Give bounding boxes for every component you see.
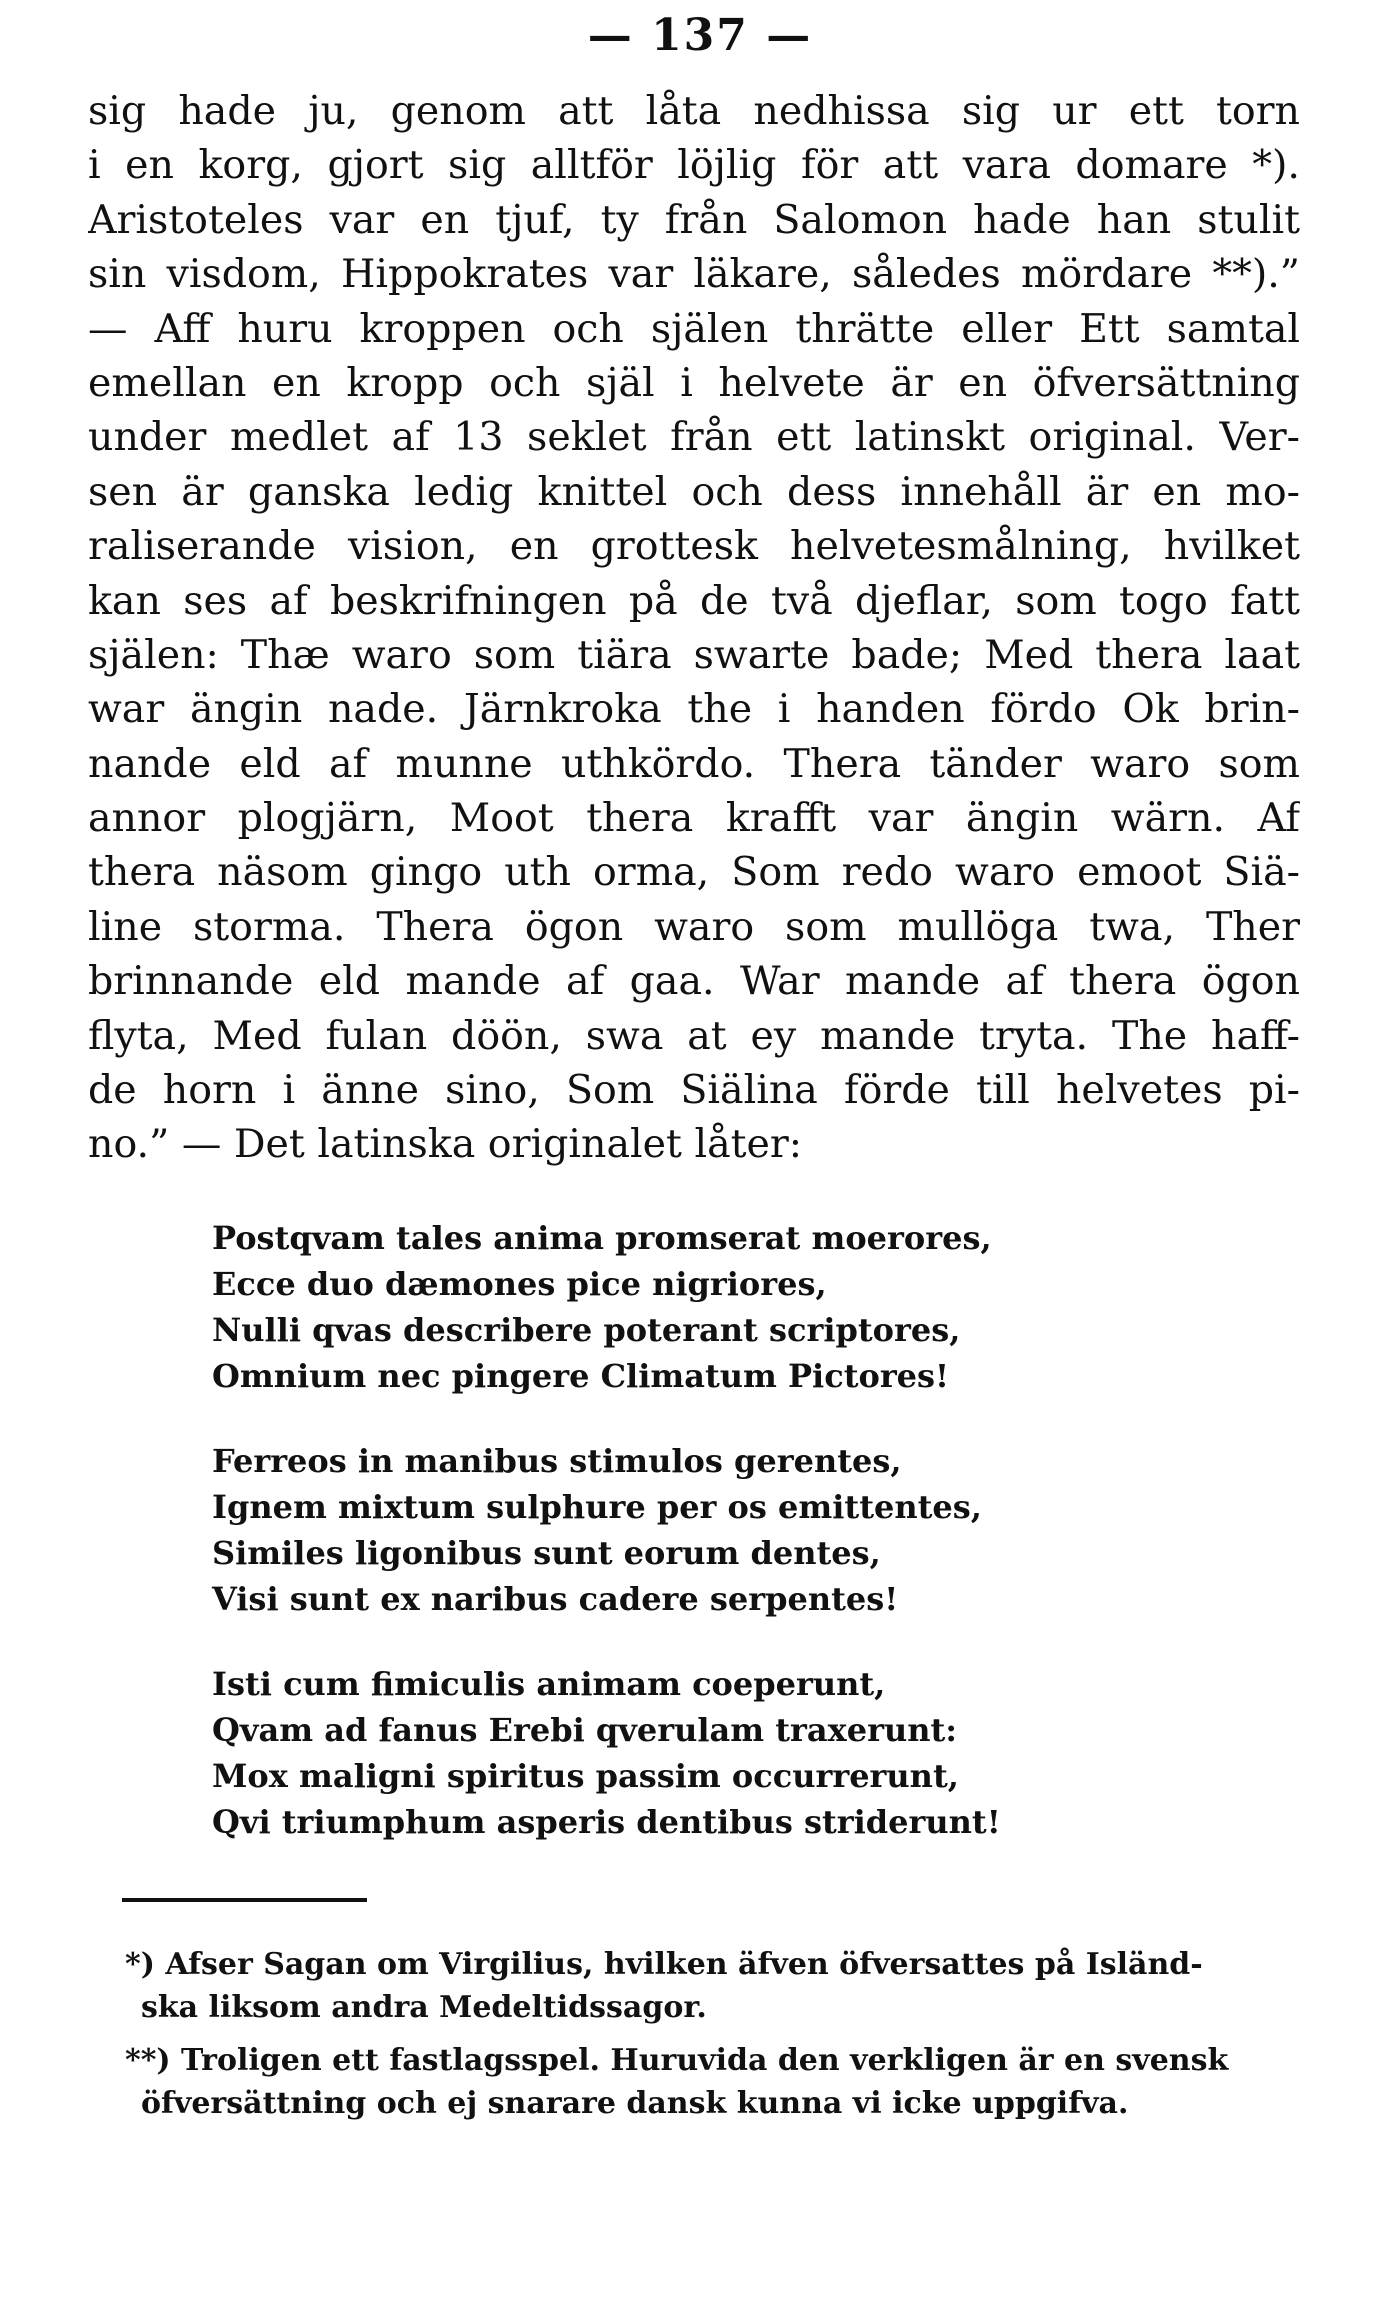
body-line: under medlet af 13 seklet från ett latinskt original. Ver- — [88, 414, 1300, 461]
footnote-1 — [125, 1943, 1265, 2029]
body-line-last: no.” — Det latinska originalet låter: — [88, 1121, 803, 1168]
body-line: raliserande vision, en grottesk helvetesmålning, hvilket — [88, 523, 1300, 570]
body-line: kan ses af beskrifningen på de två djeflar, som togo fatt — [88, 577, 1300, 624]
poem-verse: Nulli qvas describere poterant scriptores, — [212, 1311, 961, 1349]
body-line: annor plogjärn, Moot thera krafft var ängin wärn. Af — [88, 795, 1300, 842]
poem-stanza — [212, 1438, 1212, 1622]
body-text — [88, 84, 1300, 1172]
poem-verse: Ferreos in manibus stimulos gerentes, — [212, 1442, 902, 1480]
body-line: i en korg, gjort sig alltför löjlig för att vara domare *). — [88, 142, 1300, 189]
poem-stanza — [212, 1215, 1212, 1399]
poem-verse: Qvi triumphum asperis dentibus striderunt! — [212, 1803, 1001, 1841]
footnotes — [125, 1943, 1265, 2135]
body-line: sin visdom, Hippokrates var läkare, således mördare **).” — [88, 251, 1300, 298]
footnote-line: ska liksom andra Medeltidssagor. — [141, 1990, 707, 2025]
poem-stanza — [212, 1661, 1212, 1845]
footnote-divider — [122, 1898, 367, 1902]
body-line: Aristoteles var en tjuf, ty från Salomon hade han stulit — [88, 196, 1300, 243]
body-line: brinnande eld mande af gaa. War mande af thera ögon — [88, 958, 1300, 1005]
body-line: thera näsom gingo uth orma, Som redo waro emoot Siä- — [88, 849, 1300, 896]
poem-verse: Mox maligni spiritus passim occurrerunt, — [212, 1757, 959, 1795]
body-line: flyta, Med fulan döön, swa at ey mande tryta. The haff- — [88, 1012, 1300, 1059]
body-line: war ängin nade. Järnkroka the i handen fördo Ok brin- — [88, 686, 1300, 733]
body-line: emellan en kropp och själ i helvete är en öfversättning — [88, 359, 1300, 406]
body-line: själen: Thæ waro som tiära swarte bade; Med thera laat — [88, 631, 1300, 678]
poem-verse: Similes ligonibus sunt eorum dentes, — [212, 1534, 881, 1572]
body-line: de horn i änne sino, Som Siälina förde till helvetes pi- — [88, 1067, 1300, 1114]
poem-verse: Ignem mixtum sulphure per os emittentes, — [212, 1488, 982, 1526]
poem-verse: Postqvam tales anima promserat moerores, — [212, 1219, 992, 1257]
footnote-line: öfversättning och ej snarare dansk kunna vi icke uppgifva. — [141, 2086, 1129, 2121]
body-line: — Aff huru kroppen och själen thrätte eller Ett samtal — [88, 305, 1300, 352]
latin-poem — [212, 1215, 1212, 1884]
body-line: line storma. Thera ögon waro som mullöga twa, Ther — [88, 903, 1300, 950]
poem-verse: Qvam ad fanus Erebi qverulam traxerunt: — [212, 1711, 958, 1749]
footnote-line: *) Afser Sagan om Virgilius, hvilken äfven öfversattes på Isländ- — [125, 1947, 1203, 1982]
poem-verse: Visi sunt ex naribus cadere serpentes! — [212, 1580, 899, 1618]
footnote-2 — [125, 2039, 1265, 2125]
page-number: — 137 — — [587, 10, 813, 61]
footnote-line: **) Troligen ett fastlagsspel. Huruvida den verkligen är en svensk — [125, 2043, 1229, 2078]
body-line: sen är ganska ledig knittel och dess innehåll är en mo- — [88, 468, 1300, 515]
poem-verse: Isti cum fimiculis animam coeperunt, — [212, 1665, 886, 1703]
body-line: nande eld af munne uthkördo. Thera tänder waro som — [88, 740, 1300, 787]
poem-verse: Omnium nec pingere Climatum Pictores! — [212, 1357, 950, 1395]
poem-verse: Ecce duo dæmones pice nigriores, — [212, 1265, 827, 1303]
body-line: sig hade ju, genom att låta nedhissa sig ur ett torn — [88, 88, 1300, 134]
